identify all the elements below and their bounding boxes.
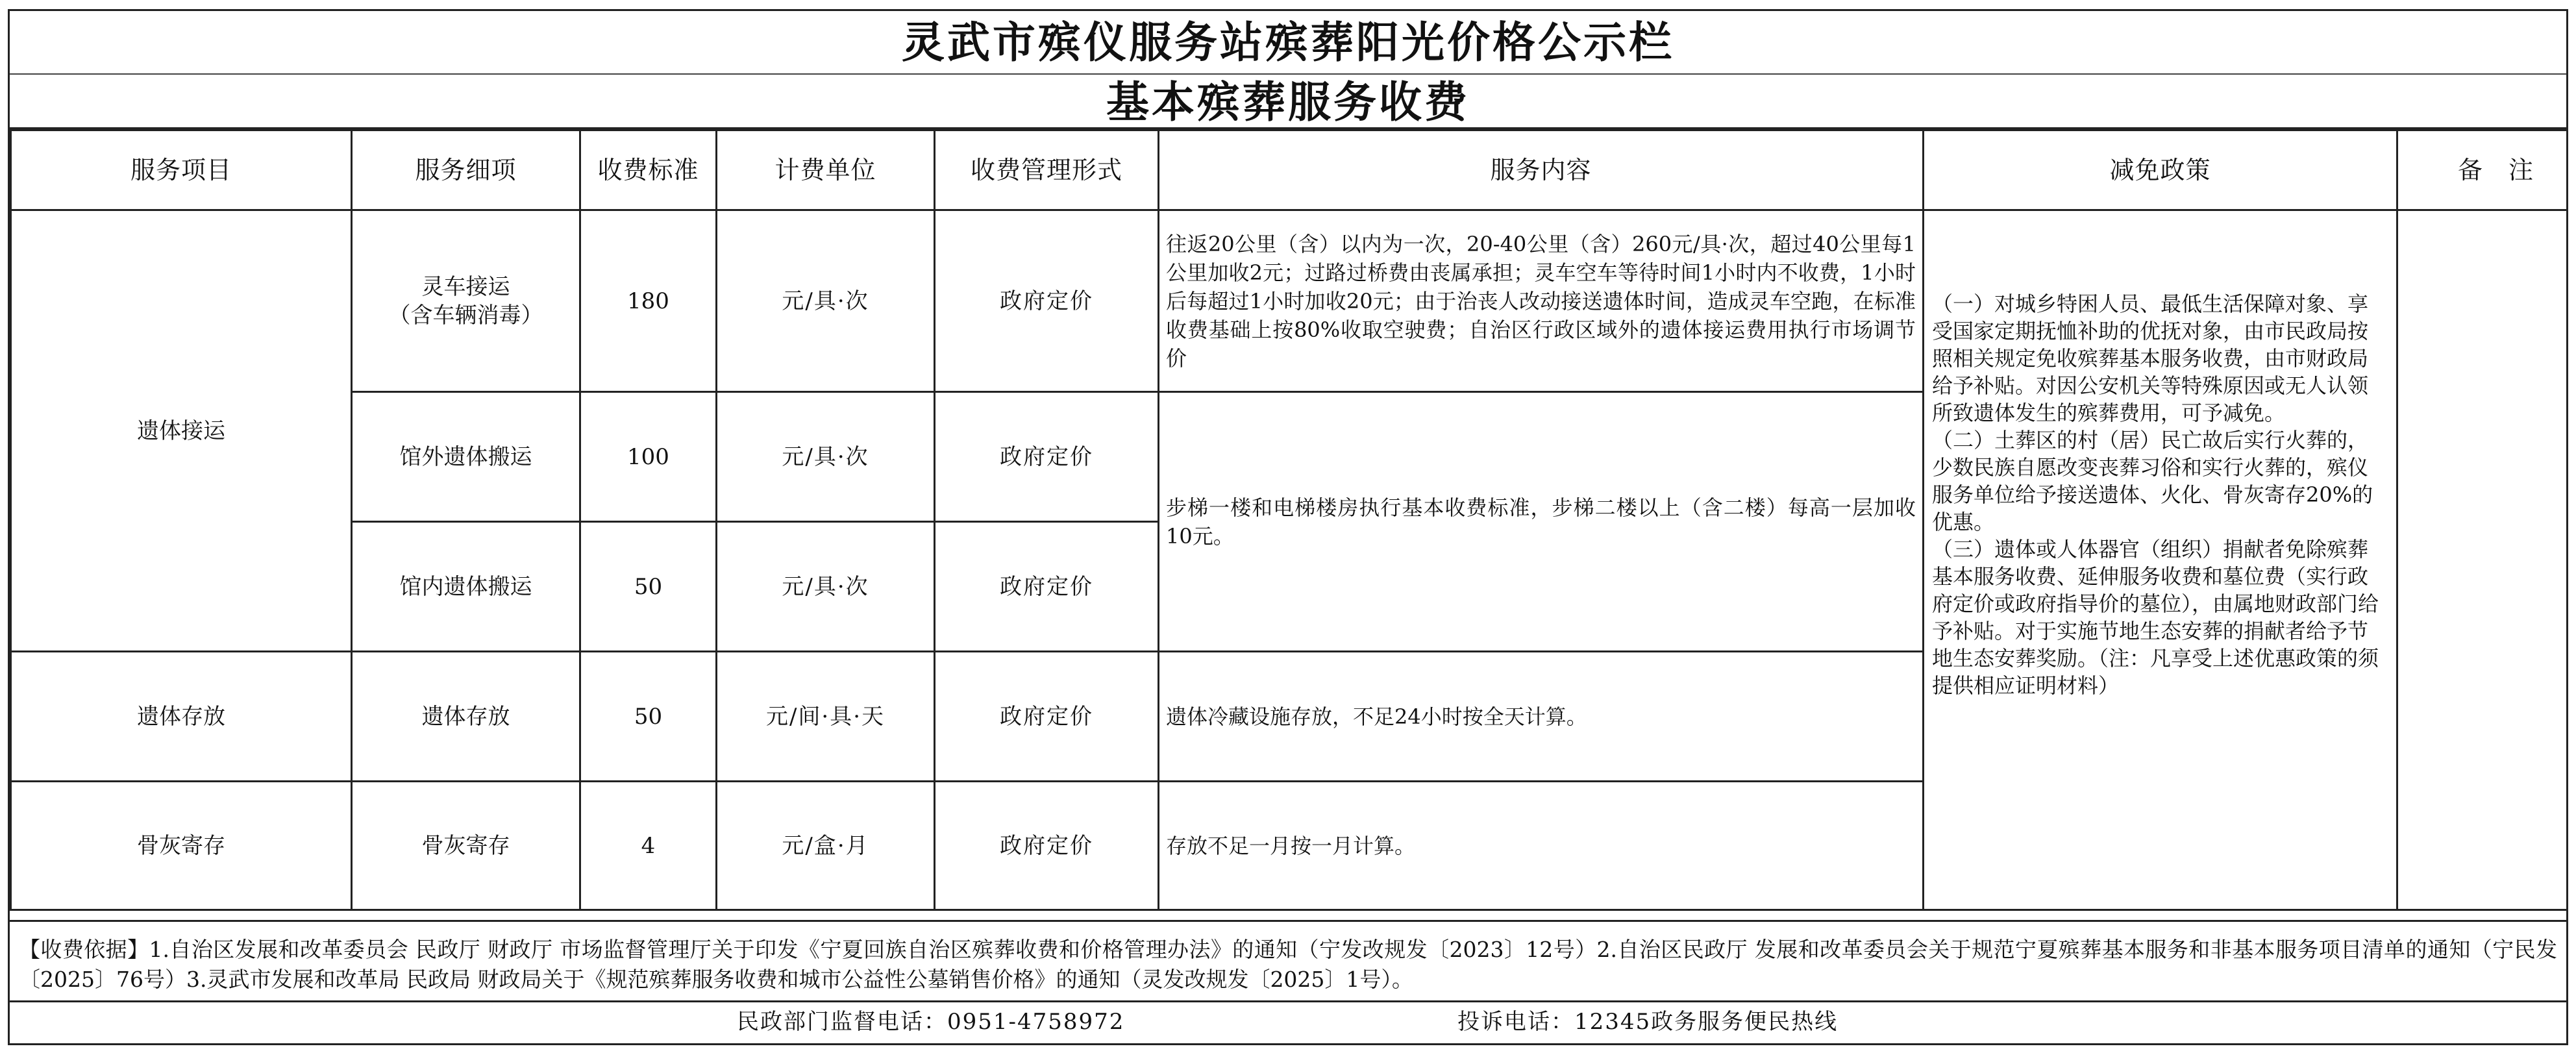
header-billing-unit: 计费单位 <box>717 130 935 210</box>
page-title: 灵武市殡仪服务站殡葬阳光价格公示栏 <box>902 17 1674 68</box>
cell-fee: 50 <box>580 652 717 782</box>
cell-content: 存放不足一月按一月计算。 <box>1159 782 1924 910</box>
fee-basis-note: 【收费依据】1.自治区发展和改革委员会 民政厅 财政厅 市场监督管理厅关于印发《宁夏回族自治区殡葬收费和价格管理办法》的通知（宁发改规发〔2023〕12号）2.自治区民政厅 发展和改革委员会关于规范宁夏殡葬基本服务和非基本服务项目清单的通知（宁民发〔2025〕76号）3.灵武市发展和改革局 民政局 财政局关于《规范殡葬服务收费和城市公益性公墓销售价格》的通知（灵发改规发〔2025〕1号）。 <box>10 920 2566 1000</box>
header-management-form: 收费管理形式 <box>935 130 1159 210</box>
header-service-item: 服务项目 <box>11 130 352 210</box>
cell-content: 往返20公里（含）以内为一次，20-40公里（含）260元/具·次，超过40公里每1公里加收2元；过路过桥费由丧属承担；灵车空车等待时间1小时内不收费，1小时后每超过1小时加收20元；由于治丧人改动接送遗体时间，造成灵车空跑，在标准收费基础上按80%收取空驶费；自治区行政区域外的遗体接运费用执行市场调节价 <box>1159 210 1924 392</box>
cell-management: 政府定价 <box>935 210 1159 392</box>
fee-table <box>10 129 2568 911</box>
header-service-content: 服务内容 <box>1159 130 1924 210</box>
table-header-row <box>11 130 2568 210</box>
cell-service-detail: 馆外遗体搬运 <box>352 392 580 522</box>
cell-unit: 元/具·次 <box>717 522 935 652</box>
cell-fee: 50 <box>580 522 717 652</box>
title-block <box>10 11 2566 129</box>
cell-fee: 100 <box>580 392 717 522</box>
detail-line: 灵车接运 <box>421 273 510 300</box>
cell-unit: 元/盒·月 <box>717 782 935 910</box>
page-subtitle: 基本殡葬服务收费 <box>1106 77 1470 127</box>
cell-service-detail: 骨灰寄存 <box>352 782 580 910</box>
header-relief-policy: 减免政策 <box>1924 130 2397 210</box>
cell-management: 政府定价 <box>935 652 1159 782</box>
cell-fee: 4 <box>580 782 717 910</box>
header-remarks: 备 注 <box>2397 130 2568 210</box>
policy-paragraph: （一）对城乡特困人员、最低生活保障对象、享受国家定期抚恤补助的优抚对象，由市民政局按照相关规定免收殡葬基本服务收费，由市财政局给予补贴。对因公安机关等特殊原因或无人认领所致遗体发生的殡葬费用，可予减免。 <box>1932 291 2369 425</box>
title-divider <box>10 73 2566 75</box>
price-notice-board <box>8 9 2568 1045</box>
cell-remarks <box>2397 210 2568 910</box>
table-row <box>11 210 2568 392</box>
cell-content: 步梯一楼和电梯楼房执行基本收费标准，步梯二楼以上（含二楼）每高一层加收10元。 <box>1159 392 1924 652</box>
footer-bar <box>10 1000 2566 1043</box>
cell-management: 政府定价 <box>935 782 1159 910</box>
cell-relief-policy <box>1924 210 2397 910</box>
supervision-phone: 民政部门监督电话：0951-4758972 <box>737 1009 1125 1035</box>
cell-service-item: 骨灰寄存 <box>11 782 352 910</box>
cell-management: 政府定价 <box>935 522 1159 652</box>
header-fee-standard: 收费标准 <box>580 130 717 210</box>
cell-service-item: 遗体存放 <box>11 652 352 782</box>
policy-paragraph: （三）遗体或人体器官（组织）捐献者免除殡葬基本服务收费、延伸服务收费和墓位费（实行政府定价或政府指导价的墓位），由属地财政部门给予补贴。对于实施节地生态安葬的捐献者给予节地生态安葬奖励。（注：凡享受上述优惠政策的须提供相应证明材料） <box>1932 537 2379 698</box>
cell-content: 遗体冷藏设施存放，不足24小时按全天计算。 <box>1159 652 1924 782</box>
cell-service-detail: 馆内遗体搬运 <box>352 522 580 652</box>
complaint-phone: 投诉电话：12345政务服务便民热线 <box>1457 1009 1839 1035</box>
detail-line: （含车辆消毒） <box>388 302 543 328</box>
cell-service-item: 遗体接运 <box>11 210 352 652</box>
policy-paragraph: （二）土葬区的村（居）民亡故后实行火葬的，少数民族自愿改变丧葬习俗和实行火葬的，殡仪服务单位给予接送遗体、火化、骨灰寄存20%的优惠。 <box>1932 428 2373 534</box>
cell-management: 政府定价 <box>935 392 1159 522</box>
cell-unit: 元/具·次 <box>717 210 935 392</box>
cell-fee: 180 <box>580 210 717 392</box>
cell-unit: 元/间·具·天 <box>717 652 935 782</box>
header-service-detail: 服务细项 <box>352 130 580 210</box>
cell-service-detail: 遗体存放 <box>352 652 580 782</box>
cell-service-detail <box>352 210 580 392</box>
cell-unit: 元/具·次 <box>717 392 935 522</box>
